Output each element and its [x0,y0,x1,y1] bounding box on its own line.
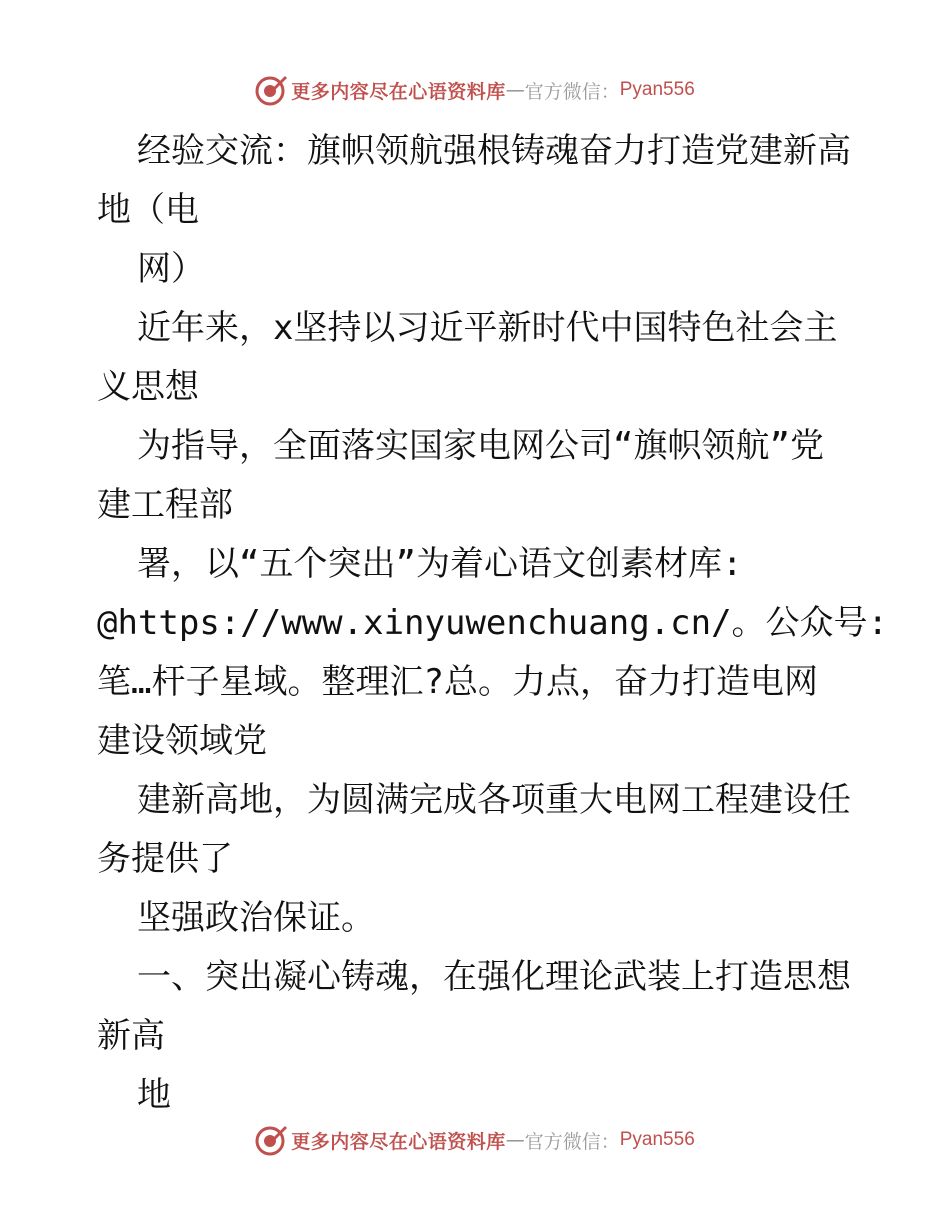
paragraph-line: 署，以“五个突出”为着心语文创素材库: [137,544,743,584]
paragraph-line: 近年来，x坚持以习近平新时代中国特色社会主 [137,308,838,348]
banner-wechat-handle: Pyan556 [619,1129,695,1150]
banner-wechat-label: 官方微信： [524,1130,620,1153]
paragraph-line: 建新高地，为圆满完成各项重大电网工程建设任 [137,780,851,820]
section-heading-line: 地 [137,1075,171,1115]
document-title-line-1: 经验交流：旗帜领航强根铸魂奋力打造党建新高 [137,131,851,171]
document-body [97,122,889,1125]
banner-separator: — [505,79,525,101]
footer-banner [0,1120,950,1160]
header-banner [0,70,950,110]
document-title-line-2: 地（电 [97,190,199,230]
banner-wechat-handle: Pyan556 [619,79,695,100]
banner-brand-text: 更多内容尽在心语资料库 [291,80,506,103]
paragraph-line: 建设领域党 [97,721,267,761]
paragraph-line: 务提供了 [97,839,233,879]
banner-separator: — [505,1129,525,1151]
paragraph-line: 为指导，全面落实国家电网公司“旗帜领航”党 [137,426,824,466]
paragraph-line: 坚强政治保证。 [137,898,375,938]
pen-logo-icon [255,73,289,107]
paragraph-line: 笔…杆子星域。整理汇?总。力点，奋力打造电网 [97,662,818,702]
paragraph-line: @https://www.xinyuwenchuang.cn/。公众号: [97,603,889,643]
section-heading-line: 新高 [97,1016,165,1056]
paragraph-line: 义思想 [97,367,199,407]
document-title-line-3: 网） [137,249,205,289]
section-heading-line: 一、突出凝心铸魂，在强化理论武装上打造思想 [137,957,851,997]
pen-logo-icon [255,1123,289,1157]
paragraph-line: 建工程部 [97,485,233,525]
banner-wechat-label: 官方微信： [524,80,620,103]
banner-brand-text: 更多内容尽在心语资料库 [291,1130,506,1153]
